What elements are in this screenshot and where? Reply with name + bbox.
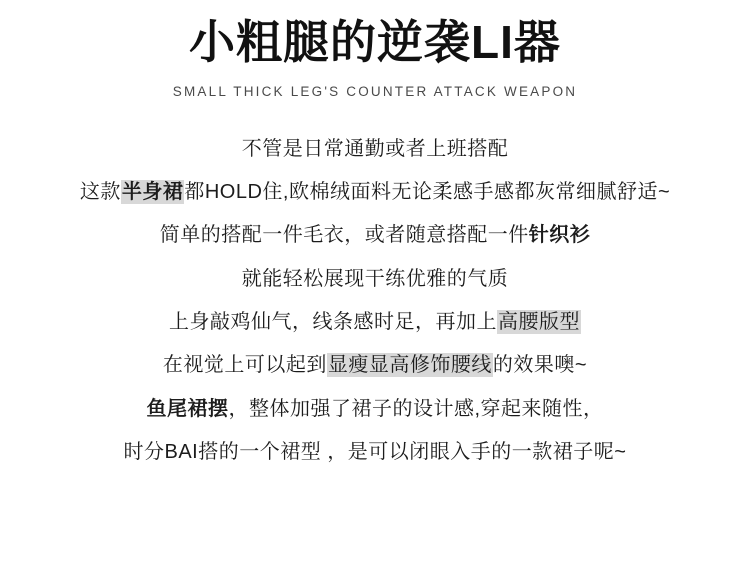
body-line-6-highlight: 显瘦显高修饰腰线 — [327, 354, 492, 377]
body-line-7 — [0, 393, 750, 425]
body-text-block — [0, 133, 750, 469]
body-line-8-text: 时分BAI搭的一个裙型 ，是可以闭眼入手的一款裙子呢~ — [123, 441, 627, 464]
body-line-6-part-c: 的效果噢~ — [492, 354, 588, 377]
body-line-2-part-a: 这款 — [79, 180, 121, 203]
body-line-3 — [0, 219, 750, 251]
body-line-8 — [0, 436, 750, 468]
body-line-7-part-b: ，整体加强了裙子的设计感,穿起来随性， — [228, 397, 604, 420]
page-subtitle: SMALL THICK LEG'S COUNTER ATTACK WEAPON — [172, 83, 578, 99]
body-line-2-highlight: 半身裙 — [121, 180, 184, 203]
body-line-5 — [0, 306, 750, 338]
body-line-7-bold: 鱼尾裙摆 — [146, 397, 229, 420]
body-line-6-part-a: 在视觉上可以起到 — [162, 354, 327, 377]
body-line-1-text: 不管是日常通勤或者上班搭配 — [241, 137, 509, 160]
body-line-4 — [0, 263, 750, 295]
body-line-4-text: 就能轻松展现干练优雅的气质 — [241, 267, 509, 290]
body-line-6 — [0, 349, 750, 381]
body-line-3-bold: 针织衫 — [528, 224, 591, 247]
body-line-5-part-a: 上身敲鸡仙气，线条感时足，再加上 — [169, 311, 497, 334]
body-line-3-part-a: 简单的搭配一件毛衣，或者随意搭配一件 — [159, 224, 529, 247]
title-block — [0, 0, 750, 99]
body-line-2 — [0, 176, 750, 208]
page-title: 小粗腿的逆袭LI器 — [189, 16, 561, 68]
body-line-1 — [0, 133, 750, 165]
body-line-2-part-c: 都HOLD住,欧棉绒面料无论柔感手感都灰常细腻舒适~ — [184, 180, 671, 203]
body-line-5-highlight: 高腰版型 — [498, 311, 580, 334]
